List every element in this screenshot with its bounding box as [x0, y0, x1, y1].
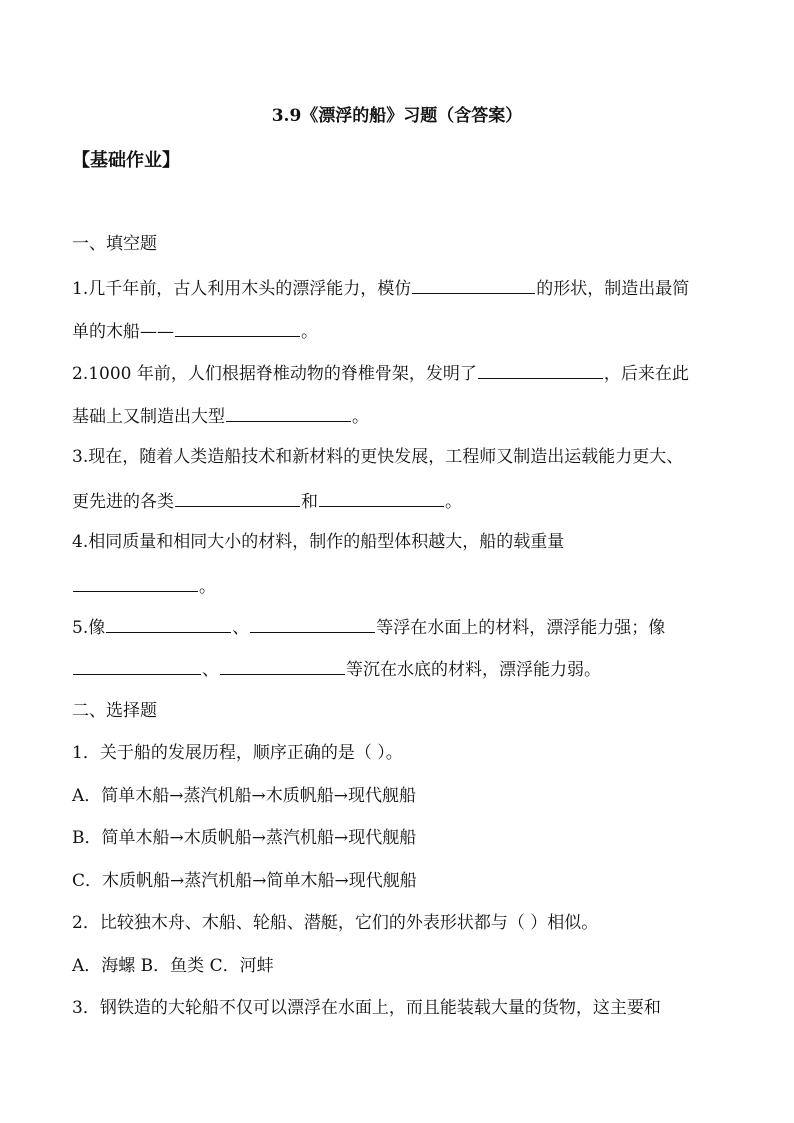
q1-text-b: 的形状，制造出最简	[536, 279, 690, 299]
q5-text-d: 、	[202, 660, 219, 680]
q1-text-a: 1.几千年前，古人利用木头的漂浮能力，模仿	[72, 279, 412, 299]
part2-heading: 二、选择题	[72, 701, 157, 721]
q5-text-a: 5.像	[72, 618, 106, 638]
question-1-line-1	[72, 275, 689, 301]
q2-text-a: 2.1000 年前，人们根据脊椎动物的脊椎骨架，发明了	[72, 364, 477, 384]
question-2-line-1	[72, 360, 689, 386]
q5-text-c: 等浮在水面上的材料，漂浮能力强；像	[376, 618, 666, 638]
question-2-line-2	[72, 403, 369, 429]
question-3-line-2	[72, 488, 462, 514]
section-heading-basic: 【基础作业】	[72, 150, 180, 171]
q5-blank-2[interactable]	[250, 614, 375, 633]
q3-text-b: 更先进的各类	[72, 492, 174, 512]
part1-heading: 一、填空题	[72, 234, 157, 254]
q3-text-c: 和	[301, 492, 318, 512]
q1-text-d: 。	[301, 322, 318, 342]
q2-text-d: 。	[352, 407, 369, 427]
question-5-line-2	[72, 656, 601, 682]
question-1-line-2	[72, 318, 318, 344]
q5-text-b: 、	[232, 618, 250, 638]
q1-blank-1[interactable]	[412, 275, 535, 294]
mc-question-1-option-a: A．简单木船→蒸汽机船→木质帆船→现代舰船	[72, 786, 417, 806]
document-title: 3.9《漂浮的船》习题（含答案）	[271, 106, 523, 126]
q2-text-b: ，后来在此	[603, 364, 689, 384]
q3-blank-2[interactable]	[319, 488, 444, 507]
question-4-line-1: 4.相同质量和相同大小的材料，制作的船型体积越大，船的载重量	[72, 532, 565, 552]
question-3-line-1: 3.现在，随着人类造船技术和新材料的更快发展，工程师又制造出运载能力更大、	[72, 447, 684, 467]
q2-blank-1[interactable]	[478, 360, 603, 379]
mc-question-1-stem: 1．关于船的发展历程，顺序正确的是（ ）。	[72, 743, 403, 763]
mc-question-2-options: A．海螺 B．鱼类 C．河蚌	[72, 956, 274, 976]
q2-text-c: 基础上又制造出大型	[72, 407, 225, 427]
q2-blank-2[interactable]	[226, 403, 351, 422]
mc-question-1-option-b: B．简单木船→木质帆船→蒸汽机船→现代舰船	[72, 828, 417, 848]
q3-text-d: 。	[445, 492, 462, 512]
question-4-line-2	[72, 573, 216, 599]
q5-blank-3[interactable]	[73, 656, 201, 675]
q1-blank-2[interactable]	[175, 318, 300, 337]
question-5-line-1	[72, 614, 665, 640]
q5-blank-1[interactable]	[106, 614, 231, 633]
q4-text-b: 。	[199, 577, 216, 597]
q1-text-c: 单的木船——	[72, 322, 174, 342]
mc-question-1-option-c: C．木质帆船→蒸汽机船→简单木船→现代舰船	[72, 871, 417, 891]
q3-blank-1[interactable]	[175, 488, 300, 507]
q5-text-e: 等沉在水底的材料，漂浮能力弱。	[346, 660, 601, 680]
q4-blank-1[interactable]	[73, 573, 198, 592]
mc-question-3-stem: 3．钢铁造的大轮船不仅可以漂浮在水面上，而且能装载大量的货物，这主要和	[72, 998, 661, 1018]
mc-question-2-stem: 2．比较独木舟、木船、轮船、潜艇，它们的外表形状都与（ ）相似。	[72, 913, 599, 933]
q5-blank-4[interactable]	[220, 656, 345, 675]
